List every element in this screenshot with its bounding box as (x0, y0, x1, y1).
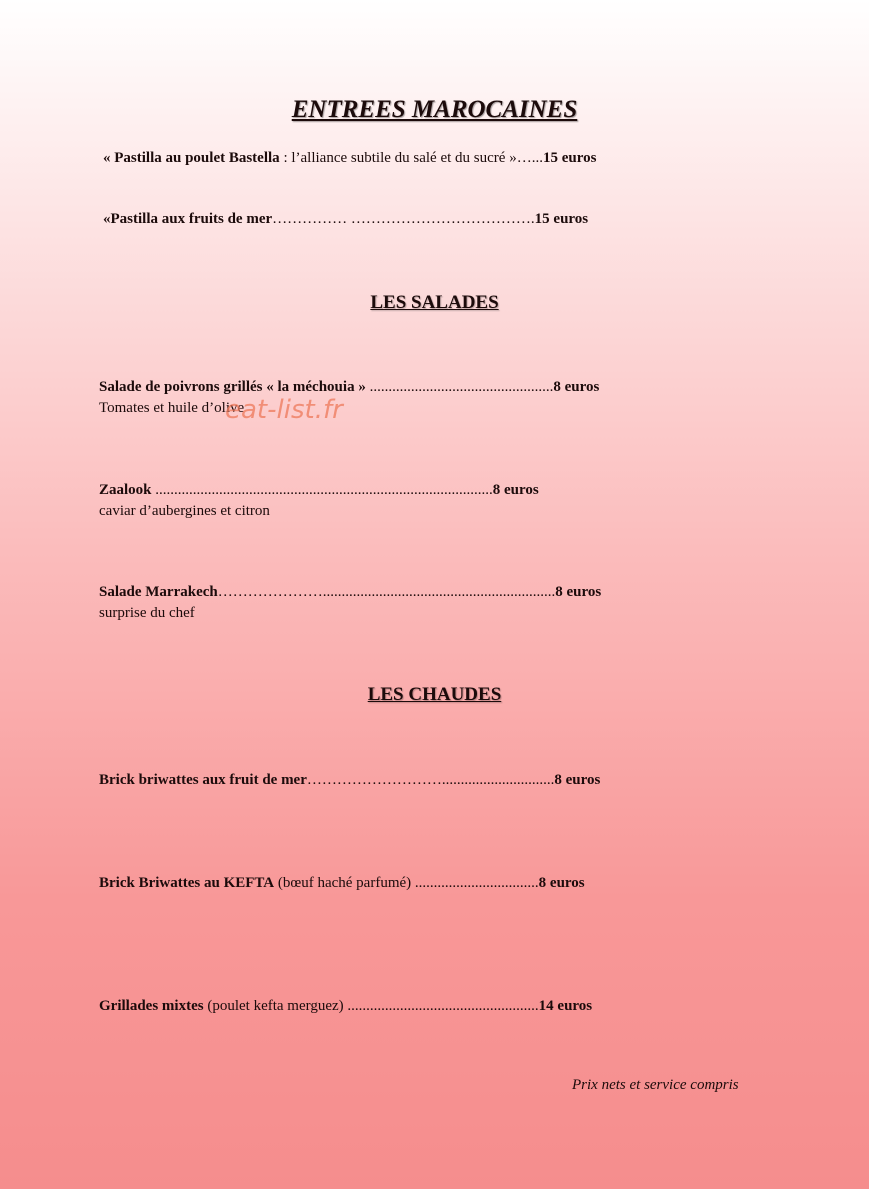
item-detail: (poulet kefta merguez) (203, 998, 348, 1014)
menu-item-pastilla-poulet (103, 148, 596, 168)
page-title: ENTREES MAROCAINES (291, 96, 578, 123)
item-price: 15 euros (534, 211, 589, 227)
item-description-marrakech: surprise du chef (99, 605, 195, 621)
item-dots: ................................. (414, 875, 539, 891)
item-detail: (bœuf haché parfumé) (274, 875, 415, 891)
item-name: Brick briwattes aux fruit de mer (99, 772, 307, 788)
menu-item-grillades-mixtes (99, 996, 592, 1016)
item-dots: …………… ………………………………. (272, 211, 535, 227)
item-name: Brick Briwattes au KEFTA (99, 875, 275, 891)
item-dots: .......................................................................................... (151, 482, 493, 498)
item-price: 14 euros (538, 998, 593, 1014)
item-dots: ………………….............................................................. (217, 584, 556, 600)
item-price: 8 euros (553, 379, 600, 395)
open-quote: « (103, 150, 115, 166)
menu-item-salade-marrakech (99, 582, 601, 602)
item-price: 8 euros (492, 482, 539, 498)
item-price: 8 euros (538, 875, 585, 891)
open-quote: « (103, 211, 111, 227)
footer-note: Prix nets et service compris (572, 1077, 739, 1093)
section-title-chaudes: LES CHAUDES (367, 684, 502, 705)
item-price: 8 euros (555, 584, 602, 600)
item-name: Zaalook (99, 482, 152, 498)
menu-item-brick-fruits-de-mer (99, 770, 600, 790)
item-name: Grillades mixtes (99, 998, 204, 1014)
menu-item-brick-kefta (99, 873, 585, 893)
item-dots: ................................................... (347, 998, 539, 1014)
item-description-mechouia: Tomates et huile d’olive (99, 400, 245, 416)
item-dots: ……………………….............................. (306, 772, 555, 788)
menu-item-pastilla-fruits-de-mer (103, 209, 588, 229)
watermark: eat-list.fr (225, 395, 343, 425)
item-name: Salade Marrakech (99, 584, 218, 600)
item-name: Pastilla aux fruits de mer (110, 211, 273, 227)
menu-item-zaalook (99, 480, 539, 500)
item-name: Pastilla au poulet Bastella (114, 150, 280, 166)
item-price: 15 euros (542, 150, 597, 166)
item-description: : l’alliance subtile du salé et du sucré »…... (279, 150, 543, 166)
item-price: 8 euros (554, 772, 601, 788)
section-title-salades: LES SALADES (370, 292, 499, 313)
item-dots: ................................................. (365, 379, 554, 395)
item-name: Salade de poivrons grillés « la méchouia » (99, 379, 366, 395)
menu-item-mechouia (99, 377, 599, 397)
item-description-zaalook: caviar d’aubergines et citron (99, 503, 270, 519)
